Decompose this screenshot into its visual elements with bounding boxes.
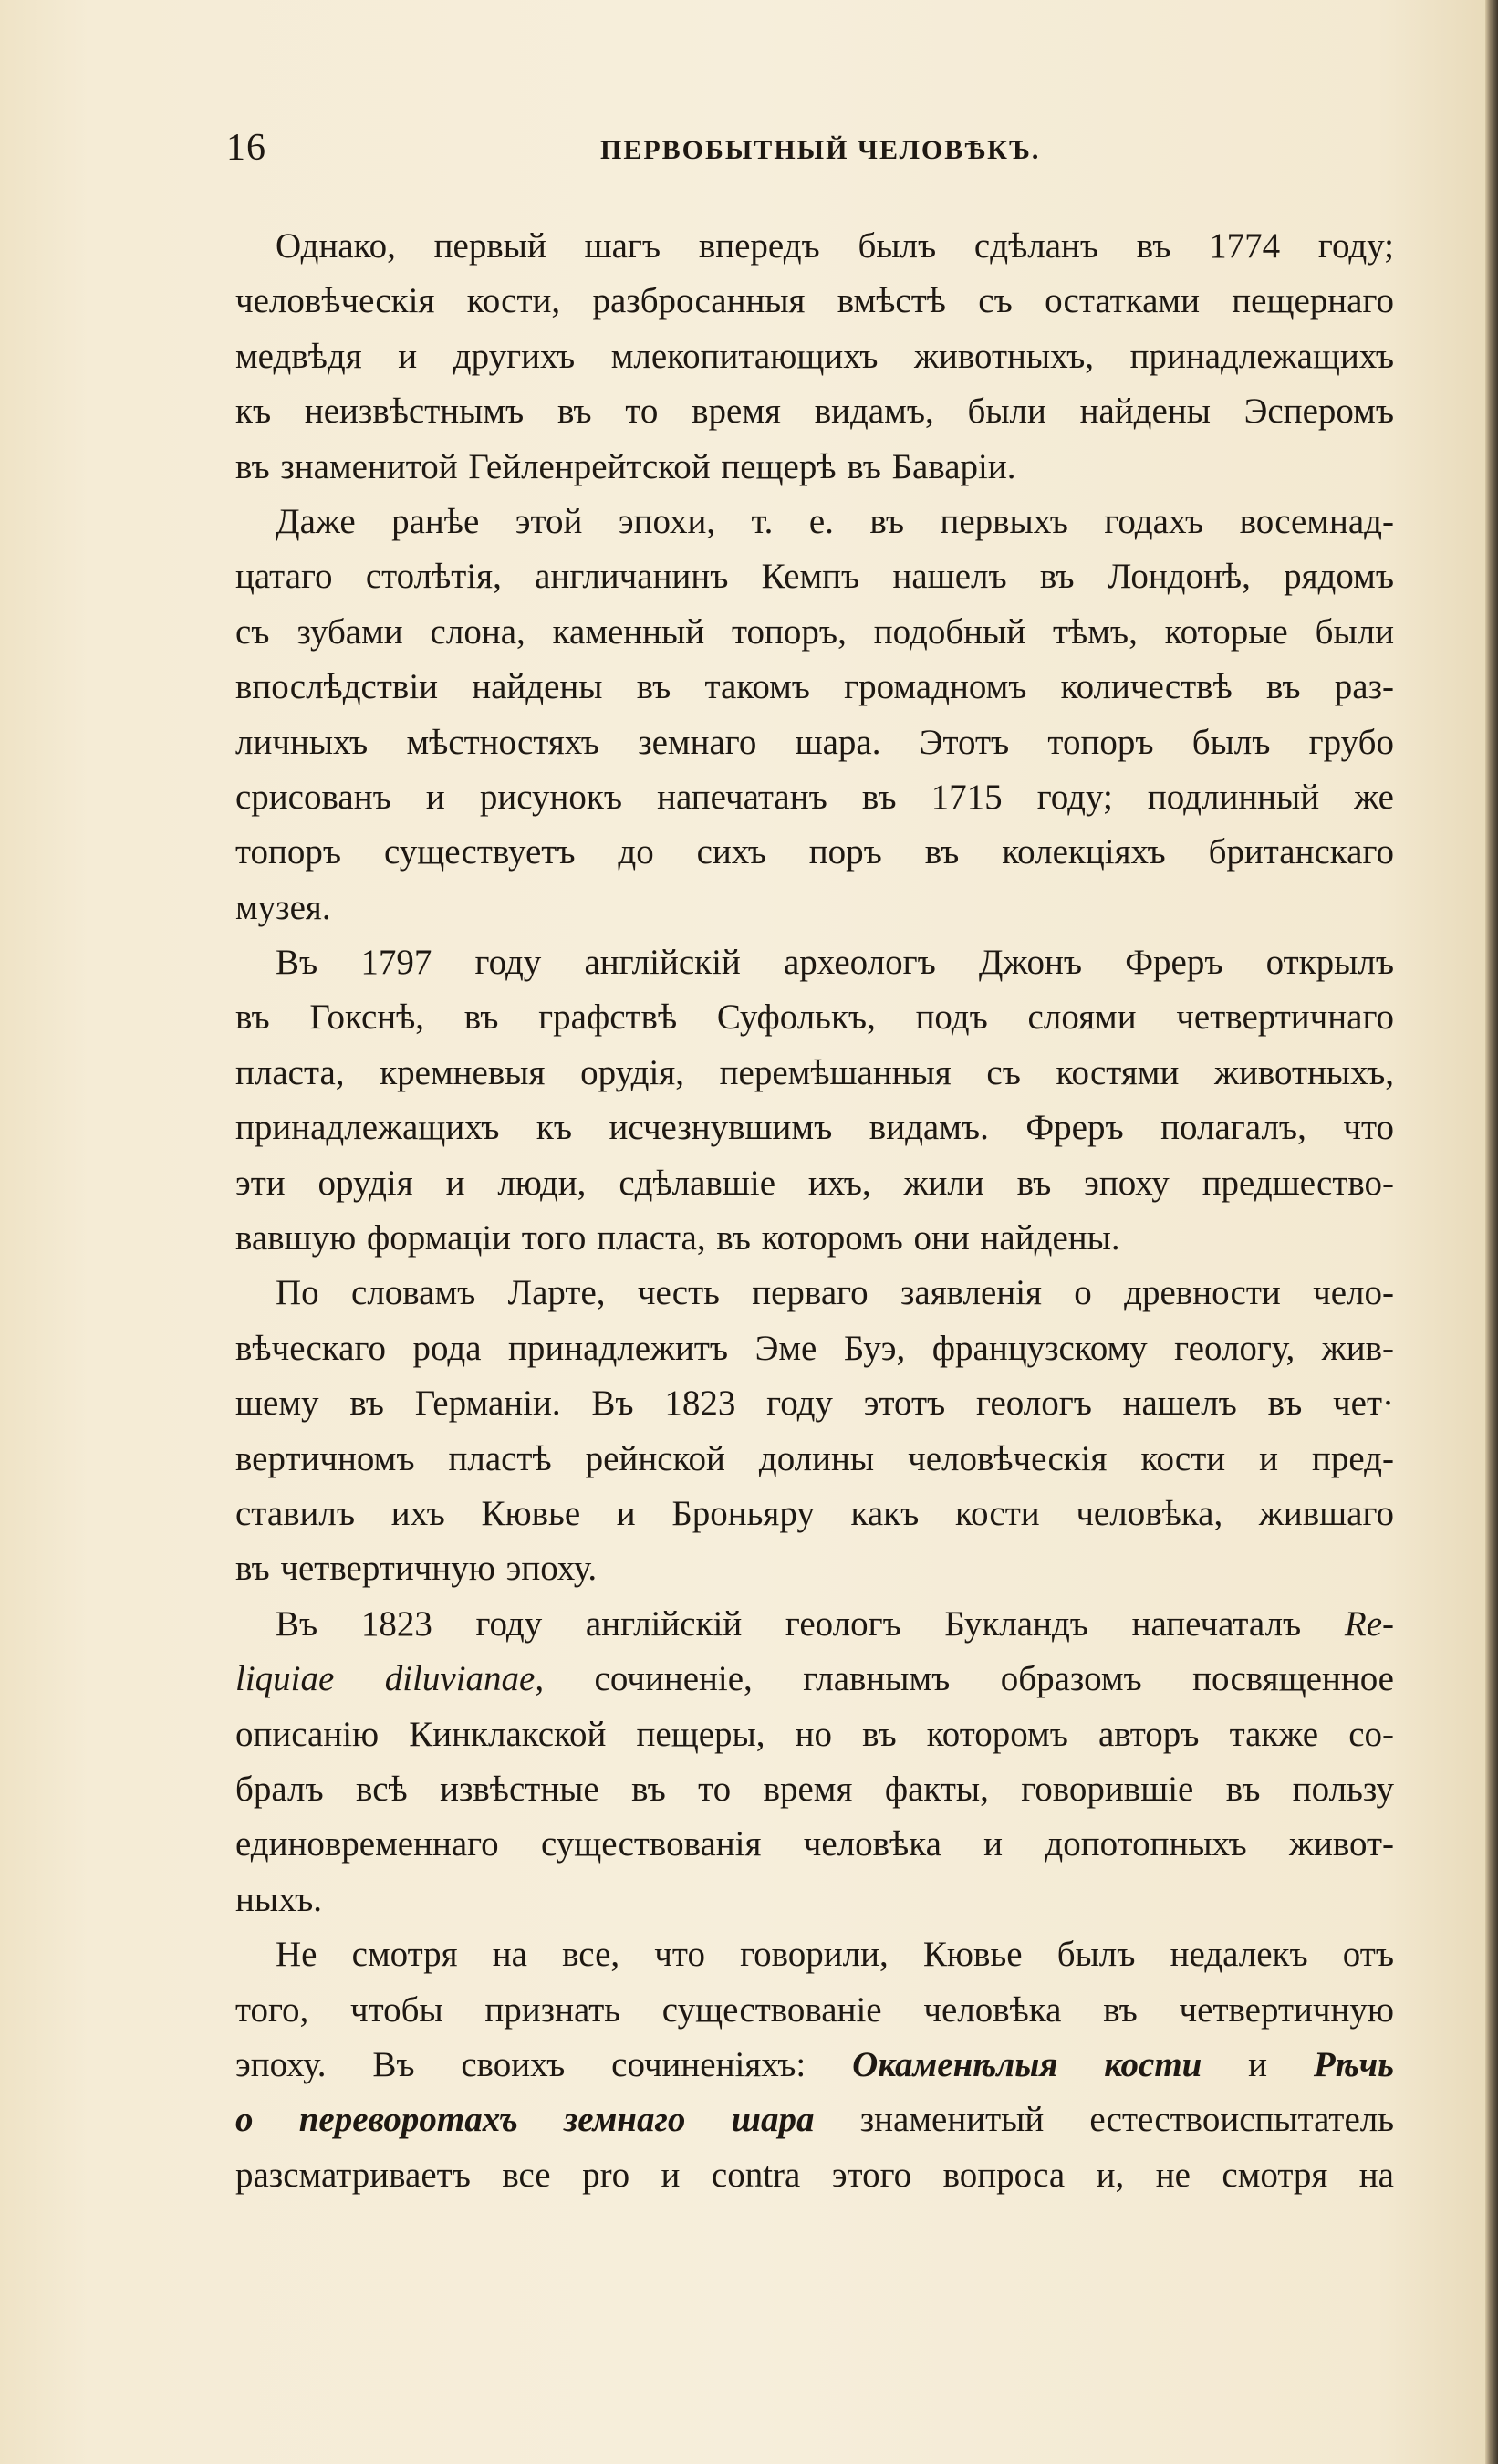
paragraph [235,935,1394,1266]
text-run: эпоху. Въ своихъ сочиненіяхъ: [235,2044,853,2084]
text-line: срисованъ и рисунокъ напечатанъ въ 1715 году; подлинный же [235,777,1394,817]
work-title: Рѣчь [1313,2044,1395,2084]
paragraph [235,219,1394,495]
text-line: описанію Кинклакской пещеры, но въ которомъ авторъ также со- [235,1714,1394,1754]
text-line: личныхъ мѣстностяхъ земнаго шара. Этотъ топоръ былъ грубо [235,722,1394,762]
text-line [235,2038,1394,2093]
text-line: человѣческія кости, разбросанныя вмѣстѣ съ остатками пещернаго [235,281,1394,321]
work-title: Окаменѣлыя кости [852,2044,1202,2084]
text-line: вертичномъ пластѣ рейнской долины человѣческія кости и пред- [235,1438,1394,1478]
text-line: музея. [235,887,331,927]
text-line: Однако, первый шагъ впередъ былъ сдѣланъ въ 1774 году; [276,226,1394,266]
text-line: въ знаменитой Гейленрейтской пещерѣ въ Баваріи. [235,446,1016,486]
text-run: знаменитый естествоиспытатель [814,2100,1394,2140]
text-line: съ зубами слона, каменный топоръ, подобный тѣмъ, которые были [235,611,1394,652]
text-line: шему въ Германіи. Въ 1823 году этотъ геологъ нашелъ въ чет· [235,1383,1394,1424]
body-text [235,219,1394,2203]
text-line: принадлежащихъ къ исчезнувшимъ видамъ. Фреръ полагалъ, что [235,1108,1394,1148]
page-number: 16 [226,127,266,169]
text-line: ставилъ ихъ Кювье и Броньяру какъ кости человѣка, жившаго [235,1493,1394,1533]
text-line: разсматриваетъ все pro и contra этого вопроса и, не смотря на [235,2155,1394,2195]
page-header [226,126,1394,181]
paragraph [235,1597,1394,1927]
text-line: топоръ существуетъ до сихъ поръ въ колекціяхъ британскаго [235,832,1394,872]
paragraph [235,1266,1394,1596]
text-run: и [1202,2044,1314,2084]
text-line: того, чтобы признать существованіе человѣка въ четвертичную [235,1989,1394,2030]
text-line: бралъ всѣ извѣстные въ то время факты, говорившіе въ пользу [235,1769,1394,1809]
text-line [235,1597,1394,1652]
text-line [235,2093,1394,2147]
latin-title: liquiae diluvianae, [235,1659,545,1699]
text-line: въ четвертичную эпоху. [235,1549,598,1589]
paragraph [235,1927,1394,2203]
text-line: вавшую формаціи того пласта, въ которомъ они найдены. [235,1218,1120,1258]
text-line: По словамъ Ларте, честь перваго заявленія о древности чело- [276,1273,1394,1313]
text-line: къ неизвѣстнымъ въ то время видамъ, были найдены Эсперомъ [235,392,1394,432]
text-line: Даже ранѣе этой эпохи, т. е. въ первыхъ годахъ восемнад- [276,501,1394,541]
text-line: цатаго столѣтія, англичанинъ Кемпъ нашелъ въ Лондонѣ, рядомъ [235,557,1394,597]
text-line [235,1652,1394,1707]
text-line: ныхъ. [235,1879,323,1919]
text-run: Въ 1823 году англійскій геологъ Букландъ напечаталъ [276,1603,1345,1644]
running-head: ПЕРВОБЫТНЫЙ ЧЕЛОВѢКЪ. [600,135,1041,165]
text-line: Не смотря на все, что говорили, Кювье былъ недалекъ отъ [276,1935,1394,1975]
text-line: вѣческаго рода принадлежитъ Эме Буэ, французскому геологу, жив- [235,1328,1394,1368]
text-run: сочиненіе, главнымъ образомъ посвященное [544,1659,1394,1699]
text-line: медвѣдя и другихъ млекопитающихъ животныхъ, принадлежащихъ [235,336,1394,376]
paragraph [235,495,1394,935]
text-line: пласта, кремневыя орудія, перемѣшанныя съ костями животныхъ, [235,1052,1394,1092]
text-line: впослѣдствіи найдены въ такомъ громадномъ количествѣ въ раз- [235,667,1394,707]
text-line: Въ 1797 году англійскій археологъ Джонъ Фреръ открылъ [276,943,1394,983]
work-title: о переворотахъ земнаго шара [235,2100,815,2140]
text-line: въ Гокснѣ, въ графствѣ Суфолькъ, подъ слоями четвертичнаго [235,997,1394,1038]
book-spine-edge [1485,0,1498,2464]
text-line: эти орудія и люди, сдѣлавшіе ихъ, жили въ эпоху предшество- [235,1163,1394,1203]
latin-title: Re- [1344,1603,1394,1644]
text-line: единовременнаго существованія человѣка и допотопныхъ живот- [235,1824,1394,1864]
